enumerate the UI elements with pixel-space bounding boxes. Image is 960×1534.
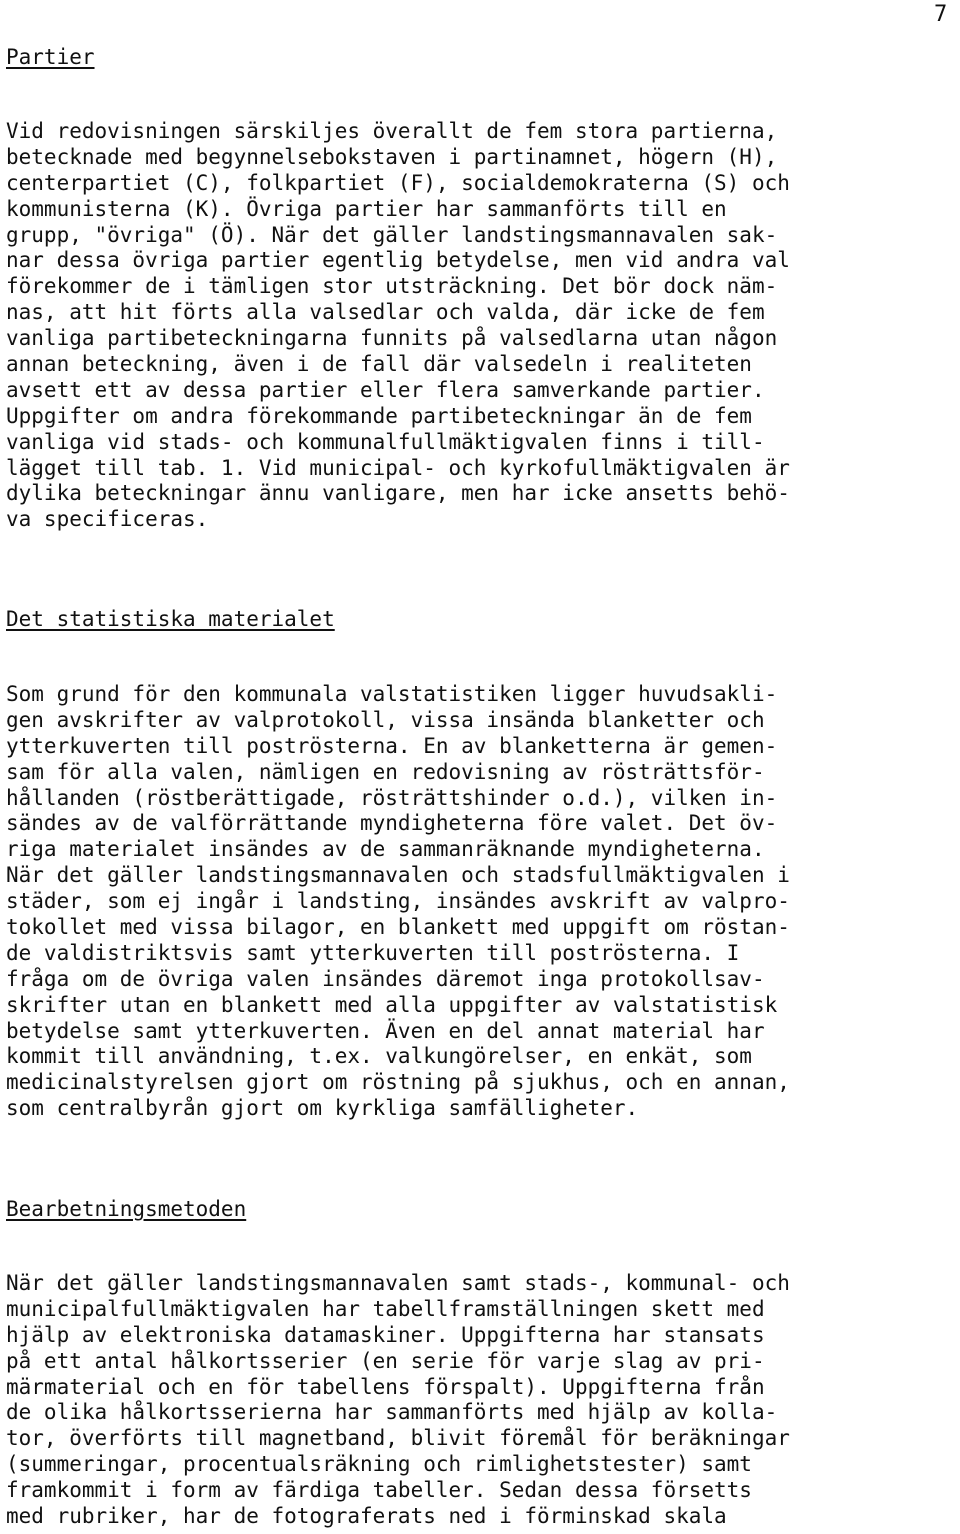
text-line: När det gäller landstingsmannavalen samt stads-, kommunal- och	[6, 1271, 790, 1295]
text-line: förekommer de i tämligen stor utsträckning. Det bör dock näm-	[6, 274, 778, 299]
text-line: städer, som ej ingår i landsting, insändes avskrift av valpro-	[6, 889, 790, 914]
text-line: kommit till användning, t.ex. valkungörelser, en enkät, som	[6, 1044, 752, 1069]
text-line: fråga om de övriga valen insändes däremot inga protokollsav-	[6, 966, 765, 991]
section-body-statistiska-materialet	[6, 682, 956, 1122]
text-line: nas, att hit förts alla valsedlar och valda, där icke de fem	[6, 300, 765, 325]
text-line: tor, överförts till magnetband, blivit föremål för beräkningar	[6, 1426, 790, 1451]
text-line: annan beteckning, även i de fall där valsedeln i realiteten	[6, 352, 752, 377]
text-line: grupp, "övriga" (Ö). När det gäller landstingsmannavalen sak-	[6, 222, 778, 247]
text-line: medicinalstyrelsen gjort om röstning på sjukhus, och en annan,	[6, 1070, 790, 1095]
section-heading-bearbetningsmetoden: Bearbetningsmetoden	[6, 1197, 247, 1221]
text-line: vanliga vid stads- och kommunalfullmäktigvalen finns i till-	[6, 429, 765, 454]
text-line: märmaterial och en för tabellens förspalt). Uppgifterna från	[6, 1374, 765, 1399]
text-line: Vid redovisningen särskiljes överallt de fem stora partierna,	[6, 119, 778, 143]
text-line: sändes av de valförrättande myndigheterna före valet. Det öv-	[6, 811, 778, 836]
text-line: hållanden (röstberättigade, rösträttshinder o.d.), vilken in-	[6, 785, 778, 810]
text-line: När det gäller landstingsmannavalen och stadsfullmäktigvalen i	[6, 863, 790, 888]
text-line: betydelse samt ytterkuverten. Även en del annat material har	[6, 1018, 765, 1043]
text-line: hjälp av elektroniska datamaskiner. Uppgifterna har stansats	[6, 1322, 765, 1347]
text-line: nar dessa övriga partier egentlig betydelse, men vid andra val	[6, 248, 790, 273]
text-line: avsett ett av dessa partier eller flera samverkande partier.	[6, 377, 765, 402]
text-line: riga materialet insändes av de sammanräknande myndigheterna.	[6, 837, 765, 862]
section-heading-statistiska-materialet: Det statistiska materialet	[6, 607, 335, 631]
text-line: lägget till tab. 1. Vid municipal- och kyrkofullmäktigvalen är	[6, 455, 790, 480]
text-line: de valdistriktsvis samt ytterkuverten till poströsterna. I	[6, 940, 740, 965]
text-line: på ett antal hålkortsserier (en serie för varje slag av pri-	[6, 1348, 765, 1373]
text-line: dylika beteckningar ännu vanligare, men har icke ansetts behö-	[6, 481, 790, 506]
text-line: gen avskrifter av valprotokoll, vissa insända blanketter och	[6, 707, 765, 732]
text-line: municipalfullmäktigvalen har tabellframställningen skett med	[6, 1296, 765, 1321]
section-body-partier	[6, 119, 956, 533]
section-body-bearbetningsmetoden	[6, 1271, 956, 1530]
text-line: framkommit i form av färdiga tabeller. Sedan dessa försetts	[6, 1478, 752, 1503]
section-heading-partier: Partier	[6, 45, 95, 69]
text-line: Som grund för den kommunala valstatistiken ligger huvudsakli-	[6, 682, 778, 706]
text-line: som centralbyrån gjort om kyrkliga samfälligheter.	[6, 1096, 639, 1121]
text-line: med rubriker, har de fotograferats ned i förminskad skala	[6, 1504, 727, 1529]
text-line: ytterkuverten till poströsterna. En av blanketterna är gemen-	[6, 733, 778, 758]
text-line: skrifter utan en blankett med alla uppgifter av valstatistisk	[6, 992, 778, 1017]
text-line: Uppgifter om andra förekommande partibeteckningar än de fem	[6, 403, 752, 428]
text-line: tokollet med vissa bilagor, en blankett med uppgift om röstan-	[6, 915, 790, 940]
text-line: de olika hålkortsserierna har sammanförts med hjälp av kolla-	[6, 1400, 778, 1425]
page-number: 7	[934, 2, 948, 27]
text-line: vanliga partibeteckningarna funnits på valsedlarna utan någon	[6, 326, 778, 351]
text-line: va specificeras.	[6, 507, 209, 532]
text-line: sam för alla valen, nämligen en redovisning av rösträttsför-	[6, 759, 765, 784]
text-line: centerpartiet (C), folkpartiet (F), socialdemokraterna (S) och	[6, 170, 790, 195]
text-line: (summeringar, procentualsräkning och rimlighetstester) samt	[6, 1452, 752, 1477]
text-line: betecknade med begynnelsebokstaven i partinamnet, högern (H),	[6, 144, 778, 169]
text-line: kommunisterna (K). Övriga partier har sammanförts till en	[6, 196, 727, 221]
